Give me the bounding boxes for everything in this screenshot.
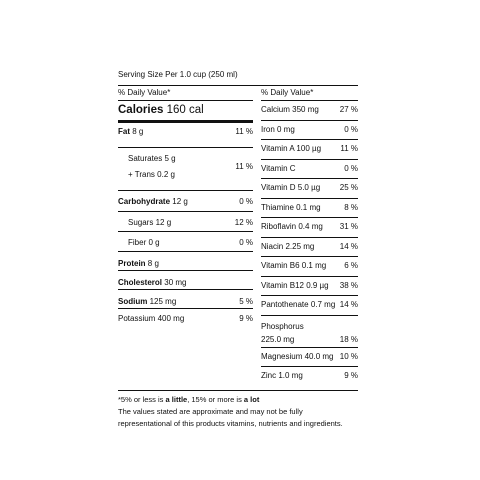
vitamin-label: Vitamin D 5.0 µg xyxy=(261,183,321,192)
nutrition-columns xyxy=(118,86,358,386)
fiber-pct: 0 % xyxy=(239,238,253,247)
vitamin-row xyxy=(261,121,358,141)
daily-value-footnote xyxy=(118,394,358,406)
vitamin-label: Riboflavin 0.4 mg xyxy=(261,222,323,231)
vitamin-row xyxy=(261,140,358,160)
potassium-amount: 400 mg xyxy=(157,314,185,323)
trans-row xyxy=(118,162,253,186)
vitamin-pct: 11 % xyxy=(340,144,358,153)
trans-amount: 0.2 g xyxy=(157,170,175,179)
vitamin-label: Calcium 350 mg xyxy=(261,105,319,114)
vitamin-pct: 14 % xyxy=(339,241,358,251)
cholesterol-name: Cholesterol xyxy=(118,278,163,287)
vitamin-pct: 14 % xyxy=(339,300,358,309)
cholesterol-row xyxy=(118,271,253,290)
cholesterol-amount: 30 mg xyxy=(164,278,187,287)
vitamin-row xyxy=(261,296,358,316)
vitamin-label: Vitamin C xyxy=(261,163,296,173)
magnesium-label: Magnesium 40.0 mg xyxy=(261,351,334,361)
vitamin-pct: 0 % xyxy=(344,124,358,134)
zinc-pct: 9 % xyxy=(344,371,358,380)
potassium-name: Potassium xyxy=(118,314,156,323)
macros-column xyxy=(118,86,253,386)
saturates-amount: 5 g xyxy=(164,154,176,163)
vitamin-pct: 6 % xyxy=(344,261,358,270)
magnesium-row xyxy=(261,348,358,368)
zinc-row xyxy=(261,367,358,386)
footnote-part1: *5% or less is xyxy=(118,394,166,404)
phosphorus-amount-line xyxy=(261,333,358,347)
vitamin-label: Iron 0 mg xyxy=(261,124,295,134)
footnote-little: a little xyxy=(165,394,188,404)
vitamin-pct: 0 % xyxy=(344,163,358,173)
footnote-lot: a lot xyxy=(243,394,260,404)
fiber-name: Fiber xyxy=(128,238,147,247)
vitamin-row xyxy=(261,238,358,258)
vitamin-row xyxy=(261,160,358,180)
vitamins-column xyxy=(261,86,358,386)
fiber-row xyxy=(118,232,253,252)
carbohydrate-pct: 0 % xyxy=(239,197,253,206)
vitamin-row xyxy=(261,199,358,219)
vitamin-pct: 31 % xyxy=(339,222,358,231)
sodium-row xyxy=(118,290,253,309)
right-daily-value-header: % Daily Value* xyxy=(261,86,358,101)
fat-pct: 11 % xyxy=(235,127,253,136)
carbohydrate-name: Carbohydrate xyxy=(118,197,171,206)
trans-name: + Trans xyxy=(128,170,155,179)
vitamin-list xyxy=(261,101,358,316)
left-daily-value-header: % Daily Value* xyxy=(118,86,253,101)
sugars-name: Sugars xyxy=(128,218,154,227)
fiber-amount: 0 g xyxy=(148,238,160,247)
sodium-amount: 125 mg xyxy=(149,297,177,306)
fat-amount: 8 g xyxy=(132,127,144,136)
protein-amount: 8 g xyxy=(147,259,159,268)
vitamin-pct: 25 % xyxy=(339,183,358,192)
serving-size: Serving Size Per 1.0 cup (250 ml) xyxy=(118,70,238,79)
saturates-row xyxy=(118,148,253,170)
sodium-name: Sodium xyxy=(118,297,148,306)
disclaimer-text: The values stated are approximate and may not be fully representational of this products vitamins, nutrients and ingredients. xyxy=(118,406,343,428)
vitamin-row xyxy=(261,179,358,199)
protein-name: Protein xyxy=(118,259,146,268)
footnote-part2: , 15% or more is xyxy=(187,394,244,404)
calories-row xyxy=(118,101,253,123)
carbohydrate-row xyxy=(118,191,253,212)
sugars-row xyxy=(118,212,253,232)
vitamin-label: Thiamine 0.1 mg xyxy=(261,202,321,212)
vitamin-row xyxy=(261,277,358,297)
fat-row xyxy=(118,123,253,147)
fat-name: Fat xyxy=(118,127,130,136)
protein-row xyxy=(118,252,253,271)
calories-label: Calories xyxy=(118,104,164,116)
vitamin-row xyxy=(261,257,358,277)
phosphorus-amount: 225.0 mg xyxy=(261,334,295,344)
carbohydrate-amount: 12 g xyxy=(172,197,188,206)
vitamin-row xyxy=(261,218,358,238)
phosphorus-name: Phosphorus xyxy=(261,321,304,331)
vitamin-pct: 27 % xyxy=(339,105,358,114)
vitamin-label: Niacin 2.25 mg xyxy=(261,241,315,251)
vitamin-pct: 8 % xyxy=(344,202,358,212)
zinc-label: Zinc 1.0 mg xyxy=(261,371,303,380)
vitamin-label: Vitamin B12 0.9 µg xyxy=(261,280,329,290)
calories-value: 160 cal xyxy=(166,104,204,116)
vitamin-label: Vitamin A 100 µg xyxy=(261,144,322,153)
phosphorus-pct: 18 % xyxy=(339,334,358,344)
vitamin-pct: 38 % xyxy=(339,280,358,290)
potassium-row xyxy=(118,309,253,325)
sugars-pct: 12 % xyxy=(234,218,253,227)
potassium-pct: 9 % xyxy=(239,314,253,323)
vitamin-label: Vitamin B6 0.1 mg xyxy=(261,261,327,270)
trans-pct: 11 % xyxy=(235,162,253,171)
magnesium-pct: 10 % xyxy=(339,351,358,361)
sodium-pct: 5 % xyxy=(239,297,253,306)
bottom-divider xyxy=(118,390,358,391)
phosphorus-row xyxy=(261,316,358,348)
saturates-trans-group xyxy=(118,147,253,191)
sugars-amount: 12 g xyxy=(155,218,172,227)
nutrition-facts-label xyxy=(118,68,358,430)
vitamin-label: Pantothenate 0.7 mg xyxy=(261,300,336,309)
saturates-name: Saturates xyxy=(128,154,163,163)
vitamin-row xyxy=(261,101,358,121)
